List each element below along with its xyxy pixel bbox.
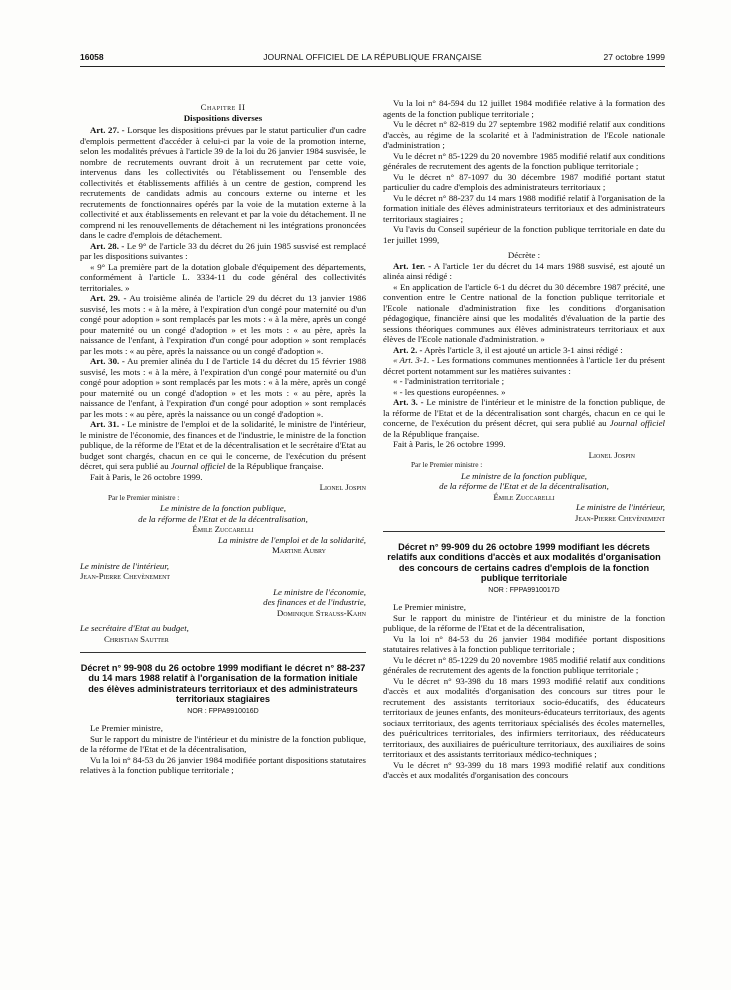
article-text: Les formations communes mentionnées à l'article 1er du présent décret portent notamment sur les matières suivantes : — [383, 355, 665, 376]
divider — [80, 652, 366, 653]
by-pm: Par le Premier ministre : — [108, 492, 180, 502]
visa: Vu la loi n° 84-594 du 12 juillet 1984 modifiée relative à la formation des agents de la fonction publique territoriale ; — [383, 98, 665, 119]
article-label: Art. 1er. - — [393, 260, 432, 271]
signer-pm: Lionel Jospin — [588, 449, 635, 460]
minister-name: Dominique Strauss-Kahn — [276, 607, 366, 618]
preamble: Vu le décret n° 85-1229 du 20 novembre 1985 modifié relatif aux conditions générales de recrutement des agents de la fonction publique territoriale ; — [383, 654, 665, 676]
minister-title: Le ministre de l'économie, — [273, 586, 366, 597]
article-30 — [80, 356, 366, 419]
minister-name: Christian Sautter — [104, 633, 169, 644]
visa: Vu le décret n° 85-1229 du 20 novembre 1985 modifié relatif aux conditions générales de recrutement des agents de la fonction publique territoriale ; — [383, 150, 665, 171]
preamble: Le Premier ministre, — [90, 723, 163, 734]
article-3 — [383, 397, 665, 439]
article-31 — [80, 419, 366, 472]
article-text: A l'article 1er du décret du 14 mars 1988 susvisé, est ajouté un alinéa ainsi rédigé : — [383, 260, 665, 281]
divider — [383, 531, 665, 532]
minister-title: de la réforme de l'Etat et de la décentralisation, — [138, 513, 308, 524]
list-item: « - l'administration territoriale ; — [393, 376, 505, 386]
decree-title: Décret n° 99-909 du 26 octobre 1999 modifiant les décrets relatifs aux conditions d'accès et aux modalités d'organisation des concours de certains cadres d'emplois de la fonction publique territoriale — [387, 542, 661, 584]
minister-title: Le ministre de l'intérieur, — [575, 502, 665, 512]
minister-name: Émile Zuccarelli — [493, 491, 555, 502]
chapter-heading: Chapitre II — [200, 102, 246, 112]
minister-title: Le ministre de la fonction publique, — [160, 503, 286, 513]
preamble: Vu la loi n° 84-53 du 26 janvier 1984 modifiée portant dispositions statutaires relatives à la fonction publique territoriale ; — [383, 633, 665, 655]
article-text: Au premier alinéa du I de l'article 14 du décret du 15 février 1988 susvisé, les mots : « à la mère, à l'expiration d'un congé pour maternité ou d'un congé pour adoption » sont remplacés par les mots : « à la mère, après un congé pour maternité ou un congé d'adoption » et les mots : « au père, après la naissance de l'enfant, à l'expiration d'un congé pour adoption » sont remplacés par les mots : « au père, après la naissance ou un congé d'adoption ». — [80, 356, 366, 419]
minister-title: de la réforme de l'Etat et de la décentralisation, — [439, 481, 609, 491]
article-label: Art. 29. - — [90, 293, 127, 303]
left-column — [80, 98, 366, 978]
article-text: Le 9° de l'article 33 du décret du 26 juin 1985 susvisé est remplacé par les dispositions suivantes : — [80, 240, 366, 261]
article-2 — [383, 345, 665, 356]
article-label: Art. 30. - — [90, 356, 125, 366]
preamble: Vu le décret n° 93-399 du 18 mars 1993 modifié relatif aux conditions d'accès et aux modalités d'organisation des concours — [383, 759, 665, 781]
visa: Vu l'avis du Conseil supérieur de la fonction publique territoriale en date du 1er juillet 1999, — [383, 224, 665, 245]
journal-title: JOURNAL OFFICIEL DE LA RÉPUBLIQUE FRANÇAISE — [263, 52, 482, 62]
preamble: Vu la loi n° 84-53 du 26 janvier 1984 modifiée portant dispositions statutaires relatives à la fonction publique territoriale ; — [80, 754, 366, 776]
journal-ref: Journal officiel — [609, 418, 665, 428]
article-28 — [80, 241, 366, 262]
preamble: Sur le rapport du ministre de l'intérieur et du ministre de la fonction publique, de la réforme de l'Etat et de la décentralisation, — [383, 612, 665, 634]
visa: Vu le décret n° 88-237 du 14 mars 1988 modifié relatif à l'organisation de la formation initiale des élèves administrateurs territoriaux et des administrateurs territoriaux stagiaires ; — [383, 192, 665, 224]
article-text: Lorsque les dispositions prévues par le statut particulier d'un cadre d'emplois permettent d'accéder à celui-ci par la voie de la promotion interne, selon les modalités prévues à l'article 39 de la loi du 26 janvier 1984 susvisée, le nombre de recrutements ouvrant droit à un recrutement par cette voie, intervenus dans les collectivités ou l'établissement ou l'ensemble des collectivités et établissements affiliés à un centre de gestion, comprend les recrutements de candidats admis au concours externe ou interne et les recrutements de fonctionnaires opérés par la voie de la mutation externe à la collectivité et aux établissements en relevant et par la voie du détachement. Il ne comprend ni les renouvellements de détachement ni les intégrations prononcées dans le cadre d'emplois de détachement. — [80, 125, 366, 240]
nor-reference: NOR : FPPA9910017D — [488, 586, 560, 594]
article-label: « Art. 3-1. - — [393, 355, 435, 365]
article-28-quote: « 9° La première part de la dotation globale d'équipement des départements, conformément à l'article L. 3334-11 du code général des collectivités territoriales. » — [80, 261, 366, 293]
visa: Vu le décret n° 82-819 du 27 septembre 1982 modifié relatif aux conditions d'accès, au régime de la scolarité et à l'administration de l'Ecole nationale d'administration ; — [383, 119, 665, 150]
minister-name: Jean-Pierre Chevènement — [574, 512, 665, 523]
list-item: « - les questions européennes. » — [393, 386, 506, 397]
section-title: Dispositions diverses — [183, 112, 263, 123]
issue-date: 27 octobre 1999 — [603, 52, 665, 62]
article-29 — [80, 293, 366, 356]
page-header — [80, 52, 665, 66]
article-label: Art. 31. - — [90, 419, 125, 429]
nor-reference: NOR : FPPA9910016D — [187, 707, 259, 715]
minister-name: Émile Zuccarelli — [192, 524, 254, 534]
decrete: Décrète : — [507, 250, 541, 260]
article-text-end: de la République française. — [383, 428, 480, 439]
article-text: Le ministre de l'emploi et de la solidarité, le ministre de l'intérieur, le ministre de l'économie, des finances et de l'industrie, le ministre de la fonction publique, de la réforme de l'Etat et de la décentralisation et le secrétaire d'Etat au budget sont chargés, chacun en ce qui le concerne, de l'exécution du présent décret, qui sera publié au — [80, 419, 366, 471]
article-label: Art. 28. - — [90, 240, 125, 251]
article-text: Après l'article 3, il est ajouté un article 3-1 ainsi rédigé : — [424, 344, 623, 355]
signer-pm: Lionel Jospin — [319, 482, 366, 492]
by-pm: Par le Premier ministre : — [411, 460, 483, 469]
minister-name: Jean-Pierre Chevènement — [80, 571, 171, 581]
minister-name: Martine Aubry — [272, 545, 326, 555]
minister-title: des finances et de l'industrie, — [263, 597, 366, 607]
article-1-quote: « En application de l'article 6-1 du décret du 30 décembre 1987 précité, une convention entre le Centre national de la fonction publique territoriale et l'Ecole nationale d'administration fixe les conditions d'organisation pédagogique, financière ainsi que les modalités d'évaluation de la partie des sessions théoriques communes aux élèves administrateurs territoriaux et aux élèves de l'Ecole nationale d'administration. » — [383, 281, 665, 344]
preamble: Vu le décret n° 93-398 du 18 mars 1993 modifié relatif aux conditions d'accès et aux modalités d'organisation des concours sur titres pour le recrutement des assistants territoriaux socio-éducatifs, des éducateurs territoriaux de jeunes enfants, des moniteurs-éducateurs territoriaux, des agents sociaux territoriaux, des agents territoriaux spécialisés des écoles maternelles, des puéricultrices territoriales, des infirmiers territoriaux, des rééducateurs territoriaux, des auxiliaires de puériculture territoriaux, des auxiliaires de soins territoriaux et des assistants territoriaux médico-techniques ; — [383, 675, 665, 760]
article-1 — [383, 261, 665, 282]
done-at: Fait à Paris, le 26 octobre 1999. — [393, 439, 506, 449]
article-label: Art. 3. - — [393, 397, 424, 407]
article-27 — [80, 125, 366, 241]
right-column — [383, 98, 665, 978]
article-text: Au troisième alinéa de l'article 29 du décret du 13 janvier 1986 susvisé, les mots : « à la mère, à l'expiration d'un congé pour maternité ou d'un congé pour adoption » sont remplacés par les mots : « à la mère, après un congé pour maternité ou un congé d'adoption » et les mots : « au père, après la naissance de l'enfant, à l'expiration d'un congé pour adoption » sont remplacés par les mots : « au père, après la naissance ou un congé d'adoption ». — [80, 293, 366, 356]
header-rule — [80, 66, 665, 67]
article-3-1 — [383, 355, 665, 376]
preamble: Sur le rapport du ministre de l'intérieur et du ministre de la fonction publique, de la réforme de l'Etat et de la décentralisation, — [80, 733, 366, 755]
minister-title: Le ministre de la fonction publique, — [461, 470, 587, 481]
journal-ref: Journal officiel — [170, 461, 226, 471]
article-label: Art. 27. - — [90, 125, 125, 135]
minister-title: La ministre de l'emploi et de la solidarité, — [218, 534, 366, 545]
preamble: Le Premier ministre, — [393, 602, 466, 613]
decree-title: Décret n° 99-908 du 26 octobre 1999 modifiant le décret n° 88-237 du 14 mars 1988 relatif à l'organisation de la formation initiale des élèves administrateurs territoriaux et des administrateurs territoriaux stagiaires — [80, 663, 366, 705]
article-text: Le ministre de l'intérieur et le ministre de la fonction publique, de la réforme de l'Etat et de la décentralisation sont chargés, chacun en ce qui le concerne, de l'exécution du présent décret, qui sera publié au — [383, 397, 665, 428]
minister-title: Le secrétaire d'Etat au budget, — [80, 623, 189, 633]
minister-title: Le ministre de l'intérieur, — [80, 560, 170, 571]
article-text-end: de la République française. — [227, 461, 324, 471]
done-at: Fait à Paris, le 26 octobre 1999. — [90, 471, 203, 482]
page-number: 16058 — [80, 52, 104, 62]
article-label: Art. 2. - — [393, 344, 423, 355]
visa: Vu le décret n° 87-1097 du 30 décembre 1987 modifié portant statut particulier du cadre d'emplois des administrateurs territoriaux ; — [383, 171, 665, 192]
